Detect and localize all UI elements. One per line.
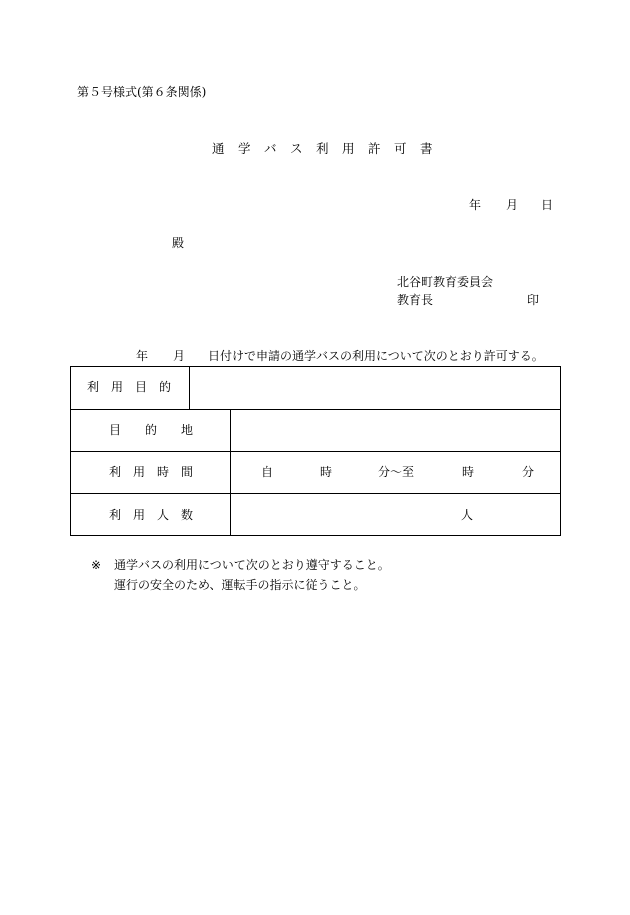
passenger-count-label: 利 用 人 数 — [109, 508, 194, 522]
usage-time-label: 利 用 時 間 — [109, 465, 194, 479]
seal-mark: 印 — [527, 293, 540, 307]
issuer-title: 教育長 — [397, 293, 434, 307]
date-day-label: 日 — [541, 198, 554, 212]
column-divider-row1 — [189, 367, 190, 409]
row-divider — [71, 451, 560, 452]
purpose-label: 利 用 目 的 — [87, 380, 172, 394]
document-title: 通学バス利用許可書 — [212, 141, 447, 156]
date-year-label: 年 — [469, 198, 482, 212]
passenger-count-unit: 人 — [461, 508, 474, 522]
destination-label: 目 的 地 — [109, 423, 194, 437]
column-divider — [230, 409, 231, 536]
time-minute-to-label: 分〜至 — [378, 465, 415, 479]
permission-month-label: 月 — [173, 349, 186, 363]
note-mark: ※ — [91, 558, 102, 572]
form-number: 第５号様式(第６条関係) — [77, 85, 207, 99]
time-from-label: 自 — [261, 465, 274, 479]
permit-table — [70, 366, 561, 536]
row-divider — [71, 409, 560, 410]
time-minute2-label: 分 — [522, 465, 535, 479]
issuer-organization: 北谷町教育委員会 — [397, 275, 494, 289]
note-line-2: 運行の安全のため、運転手の指示に従うこと。 — [114, 578, 366, 592]
permission-year-label: 年 — [136, 349, 149, 363]
addressee-suffix: 殿 — [172, 236, 185, 250]
time-hour2-label: 時 — [462, 465, 475, 479]
time-hour1-label: 時 — [320, 465, 333, 479]
row-divider — [71, 493, 560, 494]
date-month-label: 月 — [506, 198, 519, 212]
permission-statement: 日付けで申請の通学バスの利用について次のとおり許可する。 — [208, 349, 544, 363]
note-line-1: 通学バスの利用について次のとおり遵守すること。 — [114, 558, 390, 572]
